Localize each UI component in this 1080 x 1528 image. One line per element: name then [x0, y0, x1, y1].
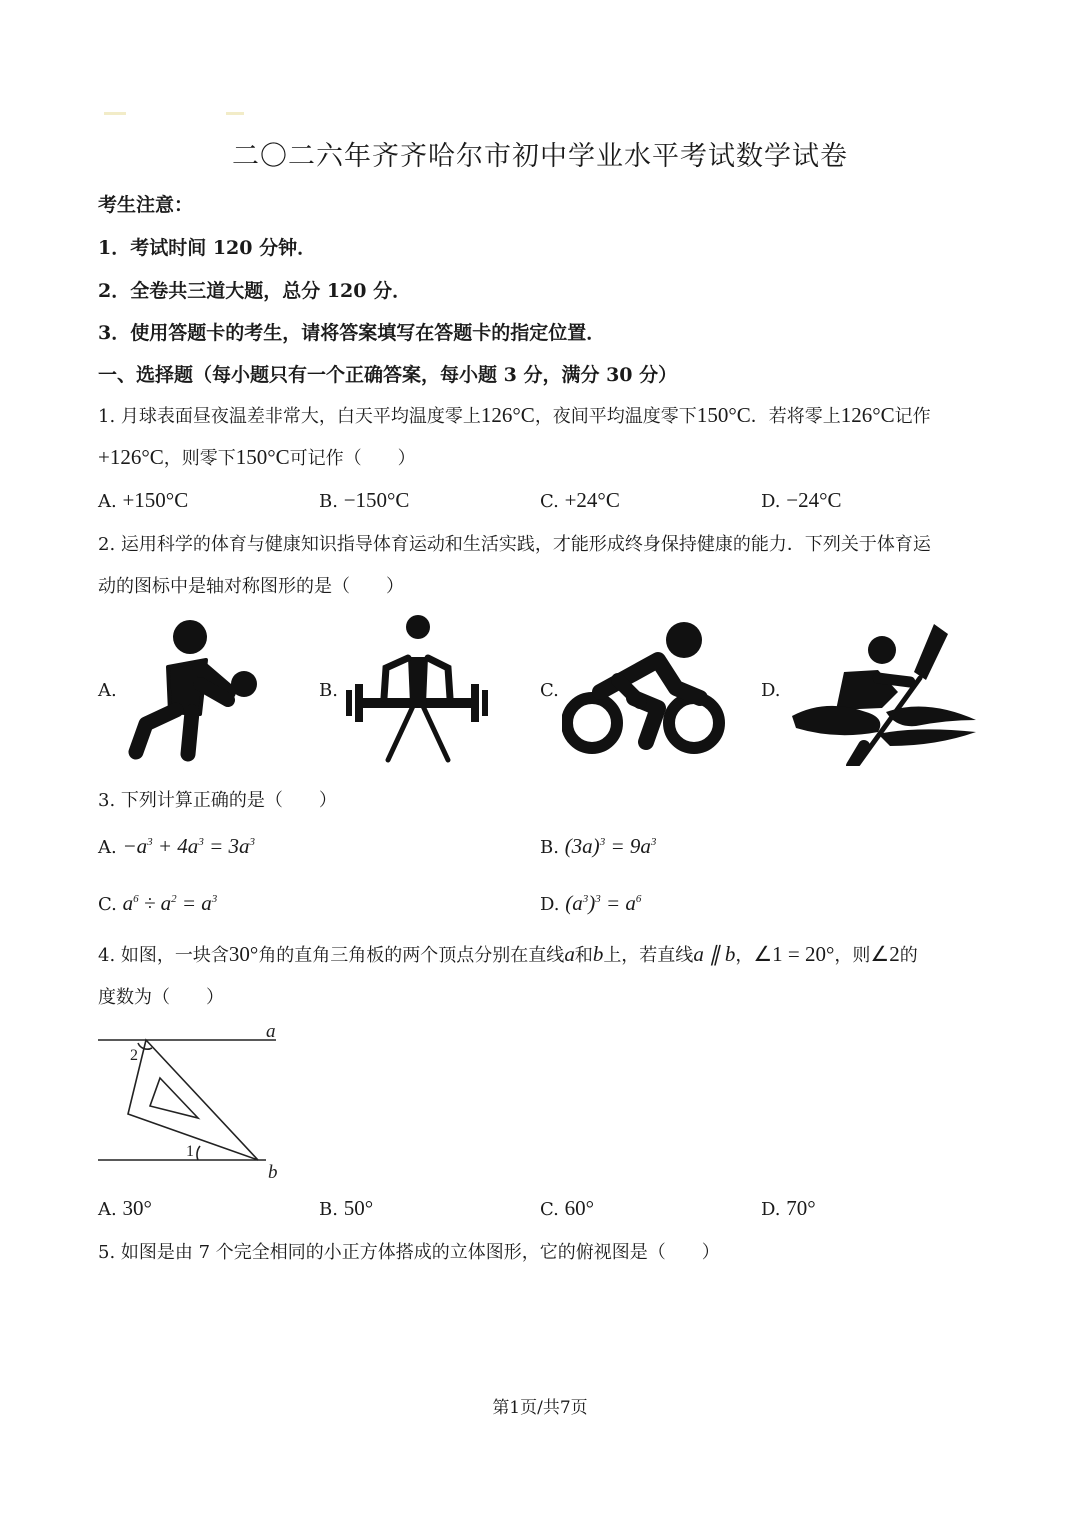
math-exponent: 6 [133, 893, 139, 905]
q2-option-d-label[interactable]: D. [761, 680, 781, 701]
weightlifting-icon[interactable] [344, 612, 490, 767]
text: ， [735, 945, 754, 966]
q3-option-d[interactable] [540, 891, 641, 916]
option-value: +24°C [564, 488, 620, 512]
question-3-stem: 3. 下列计算正确的是（ ） [98, 790, 337, 811]
option-label: A. [98, 491, 117, 512]
text: 和 [574, 945, 593, 966]
option-label: D. [540, 894, 560, 915]
math-term: −a [122, 834, 148, 858]
math-exponent: 3 [198, 836, 204, 848]
math-exponent: 3 [650, 836, 657, 848]
option-label: C. [540, 1199, 559, 1220]
question-4-line2: 度数为（ ） [98, 987, 224, 1008]
notice-heading: 考生注意： [98, 194, 194, 216]
text: ，则 [834, 945, 871, 966]
q3-option-b[interactable] [540, 834, 656, 859]
math-value: 30° [228, 942, 259, 966]
scan-smudge [226, 112, 244, 115]
math-exponent: 3 [595, 893, 601, 905]
option-label: B. [319, 491, 338, 512]
notice-item: 1．考试时间 120 分钟． [98, 237, 317, 259]
q1-option-c[interactable] [540, 488, 620, 513]
option-value: −24°C [786, 488, 842, 512]
math-term: ÷ a [138, 891, 172, 915]
kayaking-icon[interactable] [786, 616, 980, 766]
math-term: (3a) [564, 834, 600, 858]
math-exponent: 6 [635, 893, 642, 905]
option-label: B. [540, 837, 559, 858]
math-exponent: 3 [211, 893, 218, 905]
q4-option-a[interactable] [98, 1196, 152, 1221]
option-value: −150°C [343, 488, 410, 512]
option-label: C. [540, 491, 559, 512]
option-label: A. [98, 1199, 117, 1220]
option-label: D. [761, 1199, 781, 1220]
volleyball-icon[interactable] [118, 612, 268, 767]
q2-option-b-label[interactable]: B. [319, 680, 338, 701]
math-term: a [122, 891, 134, 915]
option-label: B. [319, 1199, 338, 1220]
cycling-icon[interactable] [562, 618, 732, 763]
math-term: (a [565, 891, 583, 915]
text: ．若将零上 [750, 406, 841, 427]
q3-option-a[interactable] [98, 834, 255, 859]
temperature-value: 126°C [840, 403, 895, 427]
temperature-value: 150°C [696, 403, 751, 427]
page-footer: 第1页/共7页 [492, 1398, 588, 1418]
math-term: + 4a [152, 834, 199, 858]
text: ，夜间平均温度零下 [534, 406, 697, 427]
angle-expression: ∠2 [870, 942, 900, 966]
temperature-value: 150°C [235, 445, 290, 469]
option-value: 60° [564, 1196, 594, 1220]
text: 1. 月球表面昼夜温差非常大，白天平均温度零上 [98, 406, 481, 427]
q1-option-a[interactable] [98, 488, 188, 513]
angle-2-label: 2 [130, 1047, 138, 1064]
scan-smudge [104, 112, 126, 115]
angle-1-label: 1 [186, 1143, 194, 1160]
text: 角的直角三角板的两个顶点分别在直线 [258, 945, 565, 966]
math-exponent: 2 [171, 893, 177, 905]
temperature-value: 126°C [480, 403, 535, 427]
option-value: 70° [786, 1196, 816, 1220]
triangle-ruler-figure [94, 1018, 294, 1183]
math-exponent: 3 [599, 836, 606, 848]
question-2-line2: 动的图标中是轴对称图形的是（ ） [98, 576, 404, 597]
text: 记作 [894, 406, 931, 427]
question-2-line1: 2. 运用科学的体育与健康知识指导体育运动和生活实践，才能形成终身保持健康的能力．下列关于体育运 [98, 534, 931, 555]
math-term: = a [176, 891, 212, 915]
text: 的 [899, 945, 918, 966]
line-b-label: b [268, 1162, 278, 1183]
math-term: ) [588, 891, 596, 915]
option-value: 30° [122, 1196, 152, 1220]
temperature-value: +126°C [98, 445, 164, 469]
math-term: = 3a [203, 834, 250, 858]
notice-item: 3．使用答题卡的考生，请将答案填写在答题卡的指定位置． [98, 322, 606, 344]
text: 上，若直线 [603, 945, 694, 966]
option-label: C. [98, 894, 117, 915]
math-exponent: 3 [249, 836, 255, 848]
q3-option-c[interactable] [98, 891, 217, 916]
option-value: 50° [343, 1196, 374, 1220]
line-b-symbol: b [592, 942, 604, 966]
q2-option-a-label[interactable]: A. [98, 680, 117, 701]
option-label: A. [98, 837, 117, 858]
q4-option-d[interactable] [761, 1196, 816, 1221]
angle-expression: ∠1 = 20° [753, 942, 835, 966]
question-4-line1 [98, 941, 918, 967]
q1-option-b[interactable] [319, 488, 409, 513]
page-title: 二〇二六年齐齐哈尔市初中学业水平考试数学试卷 [232, 141, 848, 172]
q4-option-c[interactable] [540, 1196, 594, 1221]
question-1-line2 [98, 444, 416, 470]
question-1-line1 [98, 402, 931, 428]
text: ，则零下 [163, 448, 236, 469]
option-label: D. [761, 491, 781, 512]
q4-option-b[interactable] [319, 1196, 373, 1221]
q2-option-c-label[interactable]: C. [540, 680, 559, 701]
option-value: +150°C [122, 488, 189, 512]
math-term: = a [600, 891, 636, 915]
section-heading: 一、选择题（每小题只有一个正确答案，每小题 3 分，满分 30 分） [98, 364, 678, 386]
math-term: = 9a [605, 834, 651, 858]
math-exponent: 3 [147, 836, 153, 848]
notice-item: 2．全卷共三道大题，总分 120 分． [98, 280, 412, 302]
q1-option-d[interactable] [761, 488, 842, 513]
text: 可记作（ ） [289, 448, 416, 469]
question-5-stem: 5. 如图是由 7 个完全相同的小正方体搭成的立体图形，它的俯视图是（ ） [98, 1242, 720, 1263]
math-exponent: 3 [582, 893, 589, 905]
line-a-symbol: a [564, 942, 575, 966]
line-a-label: a [266, 1021, 276, 1042]
text: 4. 如图，一块含 [98, 945, 229, 966]
parallel-expression: a ∥ b [693, 942, 736, 966]
